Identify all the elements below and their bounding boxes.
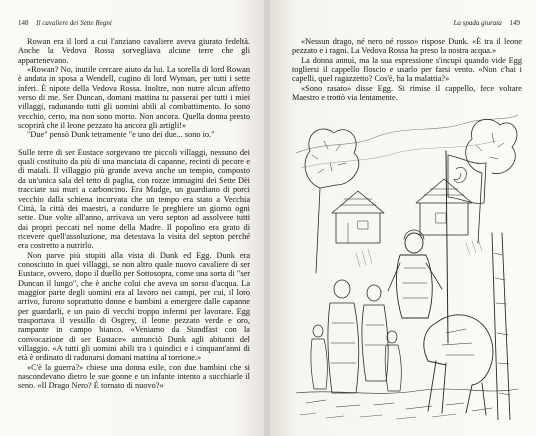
paragraph: "Due" pensò Dunk tetramente "e uno dei due... sono io." [27,130,215,140]
paragraph: Non parve più stupiti alla vista di Dunk ed Egg. Dunk era conosciuto in quei villaggi, se non altro quale nuovo cavaliere di ser Eustace, ovvero, dopo il duello per Sottosopra, come una sorta di "ser Duncan il lungo", che è anche colui che aveva un sorso d'acqua. La maggior parte degli uomini era al lavoro nei campi, per cui, il loro arrivo, furono soprattutto donne e bambini a emergere dalle capanne per guardarli, e un paio di vecchi troppo infermi per lavorare. Egg trasportava il vessillo di Osgrey, il leone pezzato verde e oro, rampante in campo bianco. «Veniamo da Standfast con la convocazione di ser Eustace» annunciò Dunk agli abitanti del villaggio. «A tutti gli uomini abili tra i quindici e i cinquant'anni di età è ordinato di radunarsi domani mattina al torrione.» [18,250,250,363]
left-page-header [18,19,248,28]
right-running-title: La spada giurata [453,19,502,27]
paragraph: Rowan era il lord a cui l'anziano cavaliere aveva giurato fedeltà. Anche la Vedova Rossa sorvegliava alcune terre che gli appartenevano. [18,37,250,65]
village-scene-illustration [296,93,518,420]
right-page-header [290,19,520,28]
paragraph: «Nessun drago, né nero né rosso» rispose Dunk. «È tra il leone pezzato e i ragni. La Vedova Rossa ha preso la nostra acqua.» [292,37,522,56]
paragraph: La donna annuì, ma la sua espressione s'incupì quando vide Egg togliersi il cappello floscio e usarlo per farsi vento. «Non c'hai i capelli, quel ragazzetto? Cos'è, ha la malattia?» [292,55,522,84]
illustration-drawing [296,93,518,420]
left-page-number: 148 [18,19,29,27]
right-page-number: 149 [509,19,520,27]
left-page [0,0,266,436]
paragraph: «Sono rasato» disse Egg. Si rimise il cappello, fece voltare Maestro e trottò via lentamente. [292,83,522,103]
left-running-title: Il cavaliere dei Sette Regni [36,19,112,27]
paragraph: Sulle terre di ser Eustace sorgevano tre piccoli villaggi, nessuno dei quali costituito da più di una manciata di capanne, recinti di pecore e di maiali. Il villaggio più grande aveva anche un tempio, composto da un'unica sala del tetto di paglia, con rozze immagini dei Sette Dèi tracciate sui muri a carboncino. Era Mudge, un guardiano di porci vecchio dalla schiena incurvata che un tempo era stato a Vecchia Città, la città dei maestri, a condurre le preghiere un giorno ogni sette. Due volte all'anno, arrivava un vero septon ad assolvere tutti dai propri peccati nel nome della Madre. Il popolino era grato di ricevere quell'assoluzione, ma detestava la visita del septon perché era costretto a nutrirlo. [18,147,250,251]
paragraph: «C'è la guerra?» chiese una donna esile, con due bambini che si nascondevano dietro le sue gonne e un infante intento a succhiarle il seno. «Il Drago Nero? È tornato di nuovo?» [18,362,250,391]
paragraph: «Rowan? No, inutile cercare aiuto da lui. La sorella di lord Rowan è andata in sposa a Wendell, cugino di lord Wyman, per tutti i sette inferi. È nipote della Vedova Rossa. Inoltre, non nutre alcun affetto verso di me. Ser Duncan, domani mattina tu passerai per tutti i miei villaggi, radunando tutti gli uomini abili al combattimento. Io sono vecchio, certo, ma non sono morto. Non ancora. Quella donna presto scoprirà che il leone pezzato ha ancora gli artigli!» [18,65,250,131]
left-page-text [18,37,250,391]
right-page [270,0,536,436]
